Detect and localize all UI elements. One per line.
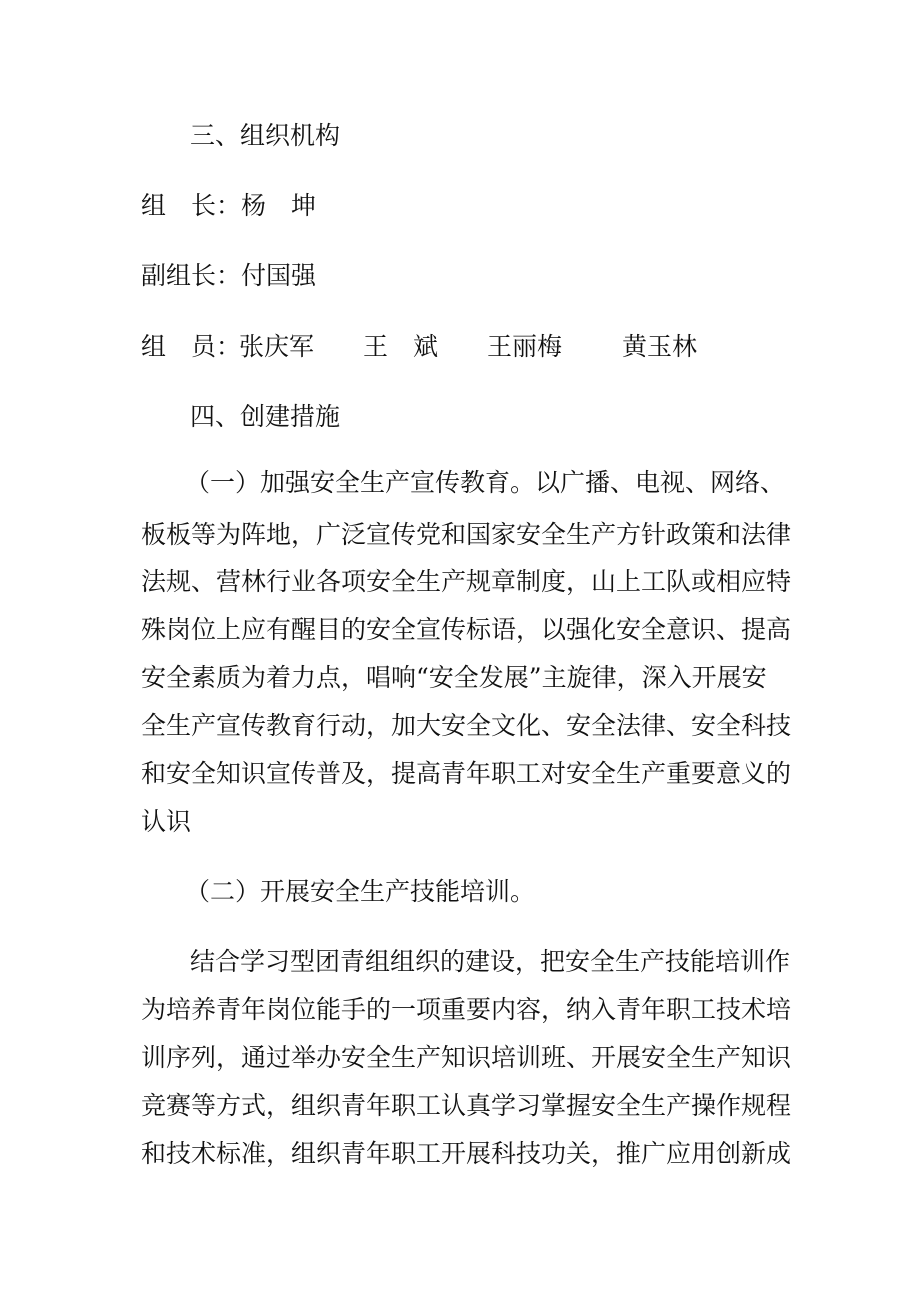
- member-name: 王丽梅: [487, 332, 563, 361]
- measure2-line: 为培养青年岗位能手的一项重要内容，纳入青年职工技术培: [141, 995, 792, 1024]
- measure1-line: （一）加强安全生产宣传教育。以广播、电视、网络、: [185, 468, 786, 497]
- leader-name: 杨 坤: [241, 191, 317, 220]
- measure1-line: 认识: [141, 807, 192, 836]
- measure2-line: 训序列，通过举办安全生产知识培训班、开展安全生产知识: [141, 1043, 792, 1072]
- member-name: 黄玉林: [622, 332, 698, 361]
- heading-measures: 四、创建措施: [190, 402, 341, 431]
- measure1-line: 法规、营林行业各项安全生产规章制度，山上工队或相应特: [141, 567, 792, 596]
- leader-line: [141, 189, 316, 223]
- measure2-line: 竞赛等方式，组织青年职工认真学习掌握安全生产操作规程: [141, 1091, 792, 1120]
- deputy-leader-name: 付国强: [241, 261, 317, 290]
- deputy-leader-line: [141, 259, 316, 293]
- measure2-line: 和技术标准，组织青年职工开展科技功关，推广应用创新成: [141, 1139, 792, 1168]
- measure1-line: 和安全知识宣传普及，提高青年职工对安全生产重要意义的: [141, 759, 792, 788]
- member-name: 王 斌: [363, 332, 439, 361]
- measure1-line: 殊岗位上应有醒目的安全宣传标语，以强化安全意识、提高: [141, 615, 792, 644]
- measure2-heading: （二）开展安全生产技能培训。: [185, 877, 536, 906]
- measure1-line: 安全素质为着力点，唱响“安全发展”主旋律，深入开展安: [141, 663, 767, 692]
- measure2-line: 结合学习型团青组组织的建设，把安全生产技能培训作: [190, 947, 791, 976]
- measure1-line: 板板等为阵地，广泛宣传党和国家安全生产方针政策和法律: [141, 520, 792, 549]
- members-label: 组 员：: [141, 332, 242, 361]
- heading-organization: 三、组织机构: [190, 121, 341, 150]
- measure1-line: 全生产宣传教育行动，加大安全文化、安全法律、安全科技: [141, 711, 792, 740]
- member-name: 张庆军: [239, 332, 315, 361]
- leader-label: 组 长：: [141, 191, 242, 220]
- deputy-leader-label: 副组长：: [141, 261, 242, 290]
